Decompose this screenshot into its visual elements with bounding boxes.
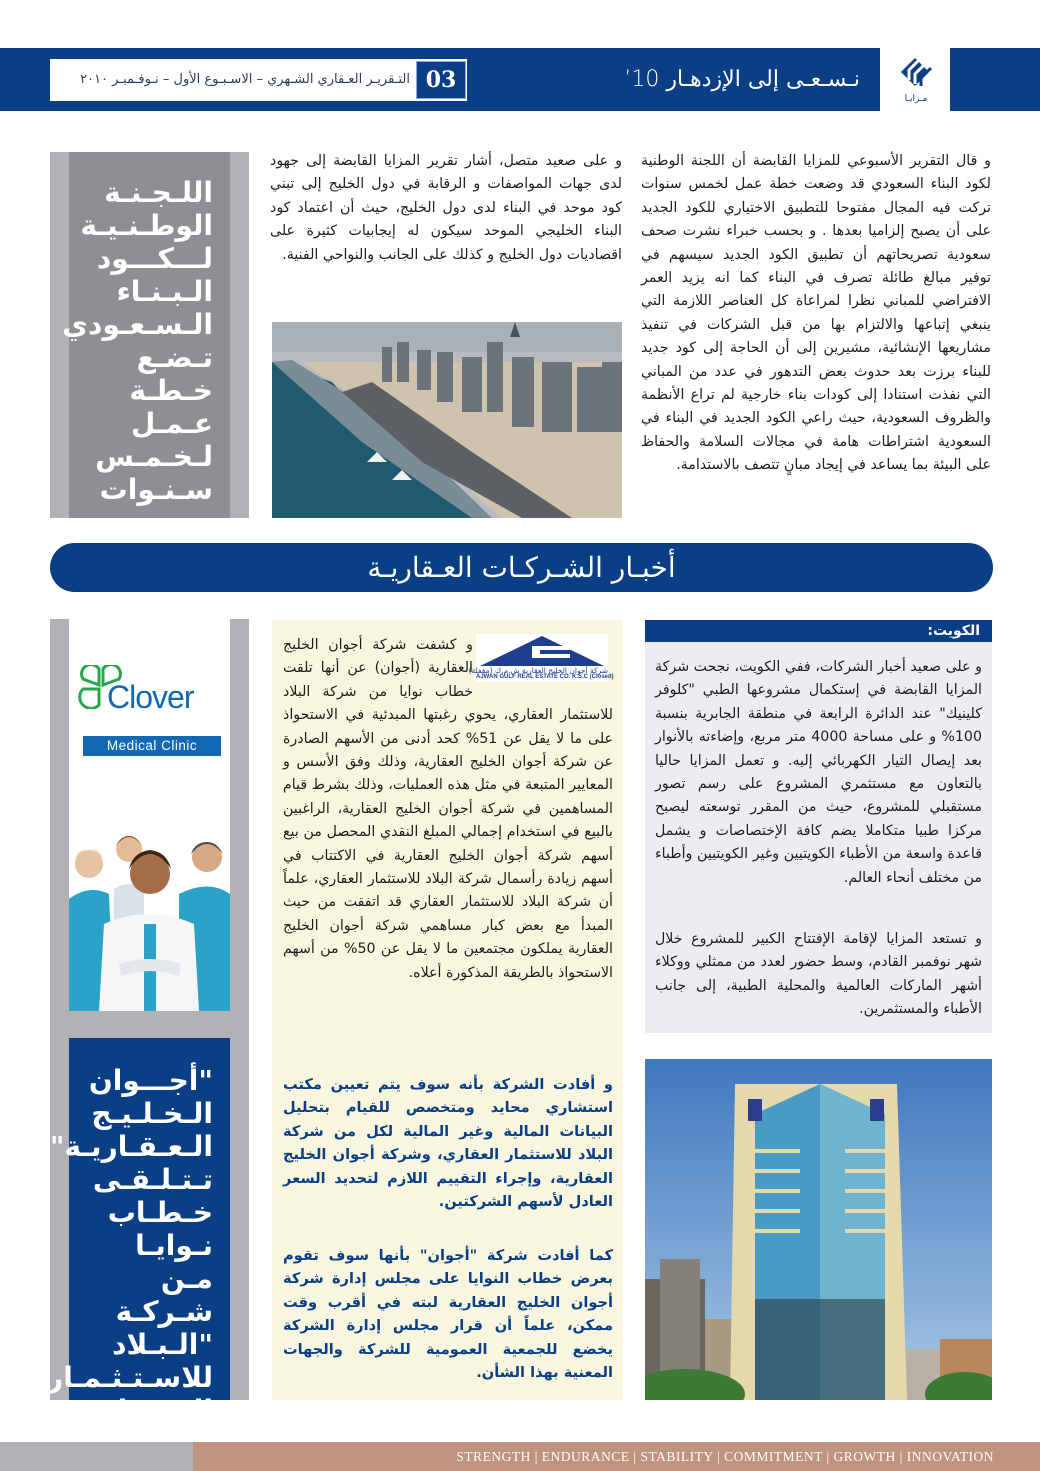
- right-column-text: و قال التقرير الأسبوعي للمزايا القابضة أن اللجنة الوطنية لكود البناء السعودي قد وضعت خطة عمل لخمس سنوات تركت فيه المجال مفتوحا للتطبيق الاختياري للكود الجديد على أن يصبح إلزاميا بعدها . و بحسب خبراء نشرت صحف سعودية تصريحاتهم أن تطبيق الكود الجديد سيسهم في توفير مبالغ طائلة تصرف في البناء كما انه يزيد العمر الافتراضي للمباني نظرا لمراعاة كل العناصر اللازمة التي ينبغي إتباعها والالتزام بها من قبل الشركات في تنفيذ مشاريعها الإنشائية، مشيرين إلى أن الحاجة إلى كود جديد للبناء برزت بعد حدوث بعض التدهور في عدد من المباني التي نفذت استنادا إلى كودات بناء خارجية لم تراع الأنظمة والظروف السعودية، حيث راعي الكود الجديد في البناء في السعودية اشتراطات هامة في مجالات السلامة والحفاظ على البيئة بما يساعد في إيجاد مبانٍ تتصف بالاستدامة.: [641, 153, 991, 474]
- pull-quote-line: "أجـــوان: [88, 1064, 213, 1097]
- mazaya-tower-photo: [645, 1059, 992, 1400]
- pull-quote-line: الوطـنـيـة: [80, 209, 213, 242]
- clover-tagline: Medical Clinic: [83, 736, 221, 756]
- section-banner-company-news: أخبـار الشـركـات العـقاريـة: [50, 543, 993, 592]
- ajwan-logo-en: AJWAN GULF REAL ESTATE CO. K.S.C (Closed): [476, 674, 614, 680]
- ajwan-paragraph-1: و كشفت شركة أجوان الخليج العقارية (أجوان) عن أنها تلقت خطاب نوايا من شركة البلاد للاستثمار العقاري، يحوي رغبتها المبدئية في الاستحواذ على ما لا يقل عن 51% كحد أدنى من الأسهم الصادرة عن شركة أجوان الخليج العقارية، وذلك وفق الأسس و المعايير المتبعة في مثل هذه العمليات، وذلك بشرط قيام المساهمين في شركة أجوان الخليج العقارية، الراغبين بالبيع في استخدام إجمالي المبلغ النقدي المحصل من بيع أسهم شركة أجوان الخليج العقارية في الاكتتاب في أسهم زيادة رأسمال شركة البلاد للاستثمار العقاري، علماً أن شركة البلاد للاستثمار العقاري قد اتفقت من حيث المبدأ مع بعض كبار مساهمي شركة أجوان الخليج العقارية يملكون مجتمعين ما لا يقل عن 50% من أسهم الاستحواذ بالطريقة المذكورة أعلاه.: [283, 637, 613, 981]
- pull-quote-line: "الـبـلاد: [112, 1328, 213, 1361]
- pull-quote-line: تـتـلـقـى: [92, 1163, 213, 1196]
- header-right-block: [956, 48, 1040, 111]
- footer-gray-block: [0, 1442, 193, 1471]
- kuwait-paragraph-2: و تستعد المزايا لإقامة الإفتتاح الكبير للمشروع خلال شهر نوفمبر القادم، وسط حضور لعدد من ممثلي ووكلاء أشهر الماركات العالمية والمحلية الطبية، إلى جانب الأطباء والمستثمرين.: [655, 931, 982, 1018]
- pull-quote-line: عـمـل: [130, 407, 213, 440]
- pull-quote-line: الـسـعـودي: [62, 308, 213, 341]
- logo-caption: مـزايـا: [904, 94, 928, 104]
- page-number: 03: [416, 61, 466, 99]
- pull-quote-line: الـعـقـاري": [61, 1394, 213, 1427]
- pull-quote-line: الـخـلـيـج: [91, 1097, 213, 1130]
- ajwan-logo-ar: شركة أجوان الخليج العقارية ش.م.ك (مقفلة): [468, 666, 608, 675]
- bottom-pull-quote: [47, 1064, 213, 1427]
- pull-quote-line: نـوايـا: [135, 1229, 213, 1262]
- pull-quote-line: اللـجـنـة: [104, 176, 213, 209]
- middle-column-text: و على صعيد متصل، أشار تقرير المزايا القابضة إلى جهود لدى جهات المواصفات و الرقابة في دول الخليج إلى تبني كود موحد في البناء لدى دول الخليج، حيث أن اعتماد كود البناء الخليجي الموحد سيكون له إيجابيات كثيرة على اقصاديات دول الخليج و كذلك على الجانب والنواحي الفنية.: [270, 153, 622, 263]
- pull-quote-line: لـخـمـس: [95, 440, 213, 473]
- doctors-photo: [69, 814, 230, 1011]
- ajwan-paragraph-2: و أفادت الشركة بأنه سوف يتم تعيين مكتب استشاري محايد ومتخصص للقيام بتحليل البيانات المالية وغير المالية لكل من شركة البلاد للاستثمار العقاري، وشركة أجوان الخليج العقارية، وإجراء التقييم اللازم لتحديد السعر العادل لأسهم الشركتين.: [283, 1076, 613, 1211]
- report-subtitle: التـقريـر العـقاري الشـهري – الاسـبـوع الأول – نـوفـمبـر ٢٠١٠: [80, 72, 410, 87]
- kuwait-paragraph-1: و على صعيد أخبار الشركات، ففي الكويت، نجحت شركة المزايا القابضة في إستكمال مشروعها الطبي "كلوفر كلينيك" عند الدائرة الرابعة في منطقة الجابرية بنسبة 100% و على مساحة 4000 متر مربع، وإضاءته بالأنوار بعد إيصال التيار الكهربائي إليه. و تعمل المزايا حاليا بالتعاون مع مستثمري المشروع على رسم تصور مستقبلي للمشروع، حيث من المقرر توسعته ليصبح مركزا طبيا متكاملا يضم كافة الإختصاصات و يشمل قاعدة واسعة من الأطباء الكويتيين وغير الكويتيين وأطباء من مختلف أنحاء العالم.: [655, 659, 982, 886]
- kuwait-heading: الكويت:: [645, 620, 992, 642]
- footer-values: STRENGTH | ENDURANCE | STABILITY | COMMITMENT | GROWTH | INNOVATION: [193, 1442, 1040, 1471]
- clover-ad: [69, 619, 230, 1011]
- ajwan-paragraph-3: كما أفادت شركة "أجوان" بأنها سوف تقوم بعرض خطاب النوايا على مجلس إدارة شركة أجوان الخليج العقارية لبته في أقرب وقت ممكن، علماً أن قرار مجلس إدارة الشركة يخضع للجمعية العمومية للشركة والجهات المعنية بهذا الشأن.: [283, 1247, 613, 1382]
- pull-quote-line: مـن شـركـة: [115, 1262, 213, 1328]
- pull-quote-line: سـنـوات: [99, 473, 213, 506]
- pull-quote-line: الـبـنـاء: [116, 275, 213, 308]
- pull-quote-line: خـطـة: [129, 374, 213, 407]
- top-pull-quote: [62, 176, 213, 506]
- pull-quote-line: الـعـقـاريـة": [49, 1130, 213, 1163]
- pull-quote-line: للاسـتـثـمـار: [47, 1361, 213, 1394]
- pull-quote-line: تـضـع: [136, 341, 213, 374]
- mazaya-logo-icon: [895, 52, 937, 94]
- pull-quote-line: خـطـاب: [107, 1196, 213, 1229]
- clover-brand: Clover: [107, 679, 194, 715]
- header-slogan: نـسـعـى إلى الإزدهـار 10’: [624, 67, 860, 92]
- pull-quote-line: لـــكـــود: [96, 242, 213, 275]
- city-waterfront-photo: [272, 322, 622, 518]
